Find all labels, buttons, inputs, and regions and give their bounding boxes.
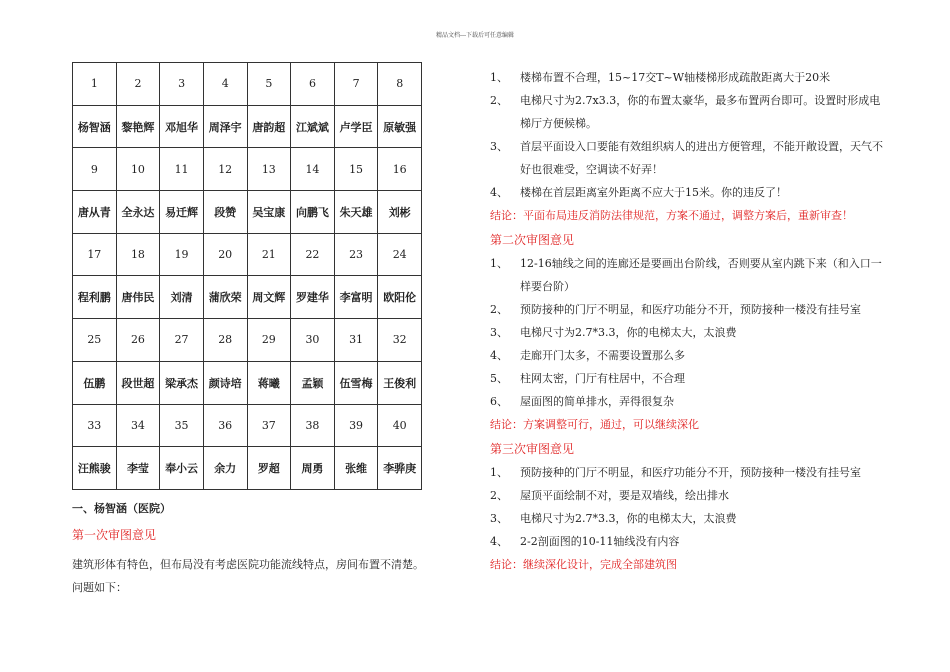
review-item-number: 1、 — [490, 71, 508, 84]
roster-number-cell: 24 — [378, 233, 422, 276]
roster-number-cell: 21 — [247, 233, 291, 276]
review-item — [490, 66, 890, 89]
review-item-number: 4、 — [490, 186, 508, 199]
review-item — [490, 252, 890, 298]
roster-name-row — [73, 361, 422, 404]
review-item-text: 屋面图的简单排水，弄得很复杂 — [520, 395, 674, 408]
review-item-number: 3、 — [490, 512, 508, 525]
review-item — [490, 461, 890, 484]
roster-number-cell: 34 — [116, 404, 160, 447]
roster-number-cell: 37 — [247, 404, 291, 447]
review-item — [490, 367, 890, 390]
review-item-number: 6、 — [490, 395, 508, 408]
roster-name-cell: 伍雪梅 — [334, 361, 378, 404]
roster-name-cell: 易迁辉 — [160, 191, 204, 234]
review-item-text: 屋顶平面绘制不对，要是双墙线，绘出排水 — [520, 489, 729, 502]
first-review-intro: 建筑形体有特色，但布局没有考虑医院功能流线特点，房间布置不清楚。问题如下： — [72, 558, 424, 594]
roster-name-cell: 唐韵超 — [247, 105, 291, 148]
roster-name-cell: 罗超 — [247, 447, 291, 490]
roster-name-cell: 梁承杰 — [160, 361, 204, 404]
second-review-title: 第二次审图意见 — [490, 233, 575, 247]
roster-number-cell: 1 — [73, 63, 117, 106]
review-item — [490, 530, 890, 553]
roster-name-cell: 颜诗培 — [203, 361, 247, 404]
review-item — [490, 298, 890, 321]
roster-name-cell: 唐从青 — [73, 191, 117, 234]
roster-number-cell: 11 — [160, 148, 204, 191]
roster-number-cell: 9 — [73, 148, 117, 191]
roster-name-cell: 段世超 — [116, 361, 160, 404]
roster-number-cell: 33 — [73, 404, 117, 447]
review-item — [490, 181, 890, 204]
roster-name-cell: 刘清 — [160, 276, 204, 319]
review-item — [490, 484, 890, 507]
roster-number-cell: 22 — [291, 233, 335, 276]
review-item-number: 4、 — [490, 535, 508, 548]
second-review-items — [490, 252, 890, 413]
review-item-number: 4、 — [490, 349, 508, 362]
roster-number-cell: 38 — [291, 404, 335, 447]
roster-name-cell: 唐伟民 — [116, 276, 160, 319]
roster-number-cell: 8 — [378, 63, 422, 106]
review-item — [490, 507, 890, 530]
roster-number-cell: 10 — [116, 148, 160, 191]
roster-number-row — [73, 319, 422, 362]
roster-number-cell: 5 — [247, 63, 291, 106]
roster-name-cell: 杨智涵 — [73, 105, 117, 148]
review-item-text: 预防接种的门厅不明显，和医疗功能分不开，预防接种一楼没有挂号室 — [520, 466, 861, 479]
roster-number-cell: 40 — [378, 404, 422, 447]
roster-number-cell: 25 — [73, 319, 117, 362]
roster-name-cell: 奉小云 — [160, 447, 204, 490]
roster-number-cell: 28 — [203, 319, 247, 362]
roster-number-cell: 3 — [160, 63, 204, 106]
roster-name-cell: 欧阳伦 — [378, 276, 422, 319]
review-item-number: 1、 — [490, 257, 508, 270]
roster-name-cell: 余力 — [203, 447, 247, 490]
first-review-title: 第一次审图意见 — [72, 528, 157, 542]
review-item-number: 3、 — [490, 326, 508, 339]
roster-number-row — [73, 63, 422, 106]
roster-number-cell: 17 — [73, 233, 117, 276]
review-item-text: 电梯尺寸为2.7*3.3，你的电梯太大，太浪费 — [520, 326, 737, 339]
roster-name-cell: 汪熊骏 — [73, 447, 117, 490]
review-item — [490, 321, 890, 344]
roster-name-cell: 段赞 — [203, 191, 247, 234]
roster-number-row — [73, 148, 422, 191]
review-item — [490, 89, 890, 135]
roster-name-cell: 周勇 — [291, 447, 335, 490]
review-item-text: 柱网太密，门厅有柱居中，不合理 — [520, 372, 685, 385]
roster-name-cell: 刘彬 — [378, 191, 422, 234]
roster-name-cell: 卢学臣 — [334, 105, 378, 148]
review-item-text: 2-2剖面图的10-11轴线没有内容 — [520, 535, 680, 548]
roster-number-cell: 6 — [291, 63, 335, 106]
roster-name-row — [73, 276, 422, 319]
roster-number-cell: 23 — [334, 233, 378, 276]
roster-number-cell: 4 — [203, 63, 247, 106]
roster-number-cell: 19 — [160, 233, 204, 276]
roster-name-cell: 原敏强 — [378, 105, 422, 148]
review-item — [490, 344, 890, 367]
roster-name-cell: 向鹏飞 — [291, 191, 335, 234]
roster-number-cell: 18 — [116, 233, 160, 276]
roster-name-row — [73, 447, 422, 490]
review-item-text: 电梯尺寸为2.7*3.3，你的电梯太大，太浪费 — [520, 512, 737, 525]
roster-name-cell: 江斌斌 — [291, 105, 335, 148]
review-item-text: 12-16轴线之间的连廊还是要画出台阶线，否则要从室内跳下来（和入口一样要台阶） — [520, 257, 882, 293]
review-item-text: 走廊开门太多，不需要设置那么多 — [520, 349, 685, 362]
review-item-text: 预防接种的门厅不明显，和医疗功能分不开，预防接种一楼没有挂号室 — [520, 303, 861, 316]
left-column — [72, 500, 432, 599]
third-conclusion: 结论：继续深化设计，完成全部建筑图 — [490, 558, 677, 571]
roster-name-cell: 吴宝康 — [247, 191, 291, 234]
roster-name-cell: 朱天雄 — [334, 191, 378, 234]
roster-name-cell: 程利鹏 — [73, 276, 117, 319]
roster-number-cell: 7 — [334, 63, 378, 106]
roster-number-cell: 14 — [291, 148, 335, 191]
review-item-number: 2、 — [490, 489, 508, 502]
roster-name-cell: 蒋曦 — [247, 361, 291, 404]
roster-number-cell: 32 — [378, 319, 422, 362]
roster-number-cell: 20 — [203, 233, 247, 276]
review-item-number: 2、 — [490, 94, 508, 107]
roster-name-cell: 全永达 — [116, 191, 160, 234]
roster-number-cell: 2 — [116, 63, 160, 106]
roster-number-cell: 31 — [334, 319, 378, 362]
roster-number-cell: 15 — [334, 148, 378, 191]
roster-name-cell: 邓旭华 — [160, 105, 204, 148]
review-item-text: 楼梯布置不合理，15~17交T~W轴楼梯形成疏散距离大于20米 — [520, 71, 831, 84]
review-item — [490, 135, 890, 181]
roster-number-cell: 27 — [160, 319, 204, 362]
roster-name-row — [73, 191, 422, 234]
roster-number-cell: 35 — [160, 404, 204, 447]
third-review-items — [490, 461, 890, 553]
first-review-items — [490, 66, 890, 204]
first-conclusion: 结论：平面布局违反消防法律规范，方案不通过，调整方案后，重新审查！ — [490, 209, 853, 222]
roster-name-row — [73, 105, 422, 148]
roster-number-cell: 26 — [116, 319, 160, 362]
roster-number-row — [73, 404, 422, 447]
roster-number-cell: 29 — [247, 319, 291, 362]
roster-name-cell: 周泽宇 — [203, 105, 247, 148]
header-note: 精品文档---下载后可任意编辑 — [435, 32, 515, 39]
roster-name-cell: 罗建华 — [291, 276, 335, 319]
roster-name-cell: 黎艳辉 — [116, 105, 160, 148]
review-item-number: 1、 — [490, 466, 508, 479]
review-item-text: 首层平面设入口要能有效组织病人的进出方便管理，不能开敞设置，天气不好也很难受，空调读不好弄！ — [520, 140, 883, 176]
roster-name-cell: 孟颖 — [291, 361, 335, 404]
roster-name-cell: 周文辉 — [247, 276, 291, 319]
roster-number-cell: 16 — [378, 148, 422, 191]
second-conclusion: 结论：方案调整可行，通过，可以继续深化 — [490, 418, 699, 431]
review-item-text: 电梯尺寸为2.7x3.3，你的布置太豪华，最多布置两台即可。设置时形成电梯厅方便候梯。 — [520, 94, 881, 130]
roster-name-cell: 李富明 — [334, 276, 378, 319]
review-item-number: 2、 — [490, 303, 508, 316]
roster-number-cell: 36 — [203, 404, 247, 447]
roster-number-row — [73, 233, 422, 276]
roster-name-cell: 李骅庚 — [378, 447, 422, 490]
roster-number-cell: 30 — [291, 319, 335, 362]
student-roster-table — [72, 62, 422, 490]
review-item — [490, 390, 890, 413]
roster-name-cell: 伍鹏 — [73, 361, 117, 404]
review-item-number: 3、 — [490, 140, 508, 153]
right-column — [490, 66, 890, 576]
roster-name-cell: 张维 — [334, 447, 378, 490]
roster-number-cell: 39 — [334, 404, 378, 447]
third-review-title: 第三次审图意见 — [490, 442, 575, 456]
roster-number-cell: 13 — [247, 148, 291, 191]
roster-name-cell: 李莹 — [116, 447, 160, 490]
review-item-number: 5、 — [490, 372, 508, 385]
review-item-text: 楼梯在首层距离室外距离不应大于15米。你的违反了！ — [520, 186, 787, 199]
roster-name-cell: 王俊利 — [378, 361, 422, 404]
roster-name-cell: 蒲欣荣 — [203, 276, 247, 319]
student-heading: 一、杨智涵（医院） — [72, 502, 171, 515]
roster-number-cell: 12 — [203, 148, 247, 191]
